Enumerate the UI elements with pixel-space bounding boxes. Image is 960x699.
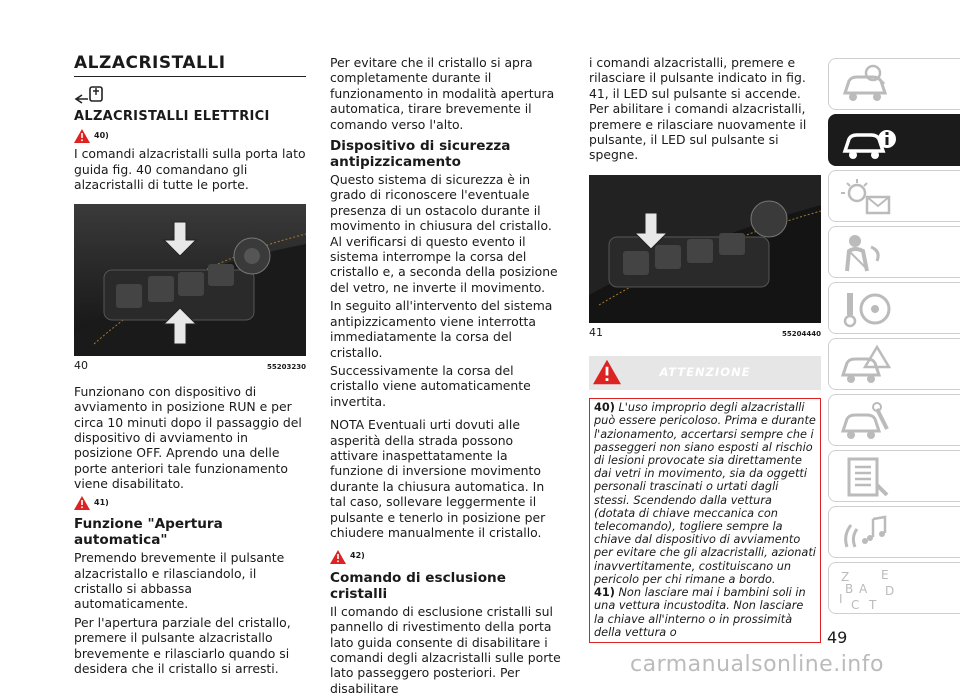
service-wrench-icon	[837, 399, 893, 443]
attention-title: ATTENZIONE	[659, 365, 751, 380]
car-breakdown-icon	[837, 343, 893, 387]
figure-40-photo	[74, 204, 306, 356]
index-letter: D	[885, 584, 895, 598]
page-number: 49	[827, 628, 848, 647]
figure-41-caption	[589, 325, 821, 342]
warning-ref: 42)	[350, 551, 365, 561]
tab-car-dashboard[interactable]	[828, 58, 960, 110]
paragraph: Funzionano con dispositivo di avviamento in posizione RUN e per circa 10 minuti dopo il passaggio del dispositivo di avviamento in posizione OFF. Aprendo una delle porte anteriori tale funzionamento viene disabilitato.	[74, 383, 302, 492]
index-letter: Z	[841, 570, 850, 584]
warning-ref: 41)	[94, 497, 109, 507]
figure-41-photo	[589, 175, 821, 323]
figure-40-caption	[74, 358, 306, 375]
figure-code: 55203230	[267, 363, 306, 372]
paragraph: Per l'apertura parziale del cristallo, premere il pulsante alzacristallo brevemente e rilasciarlo quando si desidera che il cristallo si arresti.	[74, 614, 291, 676]
paragraph: Per evitare che il cristallo si apra completamente durante il funzionamento in modalità apertura automatica, tirare brevemente il comando verso l'alto.	[330, 55, 555, 132]
lights-message-icon	[837, 175, 897, 219]
window-switch-symbol-icon	[74, 85, 306, 103]
tab-maintenance[interactable]	[828, 394, 960, 446]
warning-number: 40)	[594, 401, 615, 415]
paragraph: i comandi alzacristalli, premere e rilasciare il pulsante indicato in fig. 41, il LED sul pulsante si accende. Per abilitare i comandi alzacristalli, premere e rilasciare nuovamente il pulsante, il LED sul pulsante si spegne.	[589, 55, 807, 163]
specs-list-icon	[837, 455, 893, 499]
heading-auto-open: Funzione "Apertura automatica"	[74, 516, 223, 549]
index-letter: T	[869, 598, 877, 612]
paragraph: I comandi alzacristalli sulla porta lato guida fig. 40 comandano gli alzacristalli di tutte le porte.	[74, 146, 306, 193]
index-letter: E	[881, 568, 889, 582]
tab-starting-driving[interactable]	[828, 282, 960, 334]
column-2	[330, 55, 562, 699]
tab-car-info[interactable]	[828, 114, 960, 166]
paragraph: Successivamente la corsa del cristallo viene automaticamente invertita.	[330, 362, 531, 409]
warning-text: L'uso improprio degli alzacristalli può essere pericoloso. Prima e durante l'azionamento, accertarsi sempre che i passeggeri non siano esposti al rischio di lesioni provocate sia direttamente dai vetri in movimento, sia da oggetti personali trascinati o urtati dagli stessi. Scendendo dalla vettura (dotata di chiave meccanica con telecomando), togliere sempre la chiave dal dispositivo di avviamento per evitare che gli alzacristalli, azionati inavvertitamente, costituiscano un pericolo per chi rimane a bordo.	[594, 401, 816, 586]
car-info-icon	[837, 119, 897, 163]
attention-box	[589, 398, 821, 643]
tab-technical-data[interactable]	[828, 450, 960, 502]
column-1	[74, 52, 306, 679]
figure-code: 55204440	[782, 329, 821, 338]
index-letter: A	[859, 582, 868, 596]
multimedia-icon	[837, 511, 893, 555]
seatbelt-airbag-icon	[837, 231, 893, 275]
warning-ref: 40)	[94, 130, 109, 140]
warning-triangle-icon	[330, 550, 346, 564]
car-dashboard-icon	[837, 63, 893, 107]
warning-item	[594, 401, 816, 586]
warning-triangle-icon	[74, 496, 90, 510]
column-3	[589, 55, 821, 643]
tab-safety[interactable]	[828, 226, 960, 278]
index-letter: I	[839, 592, 843, 606]
paragraph-note: NOTA Eventuali urti dovuti alle asperità della strada possono attivare inaspettatamente la funzione di inversione movimento durante la chiusura automatica. In tal caso, sollevare leggermente il pulsante e tenerlo in posizione per chiudere manualmente il cristallo.	[330, 417, 546, 540]
paragraph: Premendo brevemente il pulsante alzacristallo e rilasciandolo, il cristallo si abbassa automaticamente.	[74, 550, 285, 612]
tab-multimedia[interactable]	[828, 506, 960, 558]
warning-ref-row	[74, 495, 306, 510]
index-letter: C	[851, 598, 860, 612]
attention-header	[589, 356, 821, 390]
tab-index[interactable]	[828, 562, 960, 614]
warning-item	[594, 586, 816, 639]
index-letters-icon	[837, 567, 897, 613]
warning-number: 41)	[594, 586, 615, 600]
section-heading-electric: ALZACRISTALLI ELETTRICI	[74, 109, 270, 125]
tab-lights-messages[interactable]	[828, 170, 960, 222]
tab-emergency[interactable]	[828, 338, 960, 390]
heading-anti-pinch: Dispositivo di sicurezza antipizzicamento	[330, 138, 511, 171]
paragraph: Il comando di esclusione cristalli sul pannello di rivestimento della porta lato guida consente di disabilitare i comandi degli alzacristalli sulle porte lato passeggero posteriori. Per disabilitare	[330, 603, 561, 696]
warning-ref-row	[74, 128, 306, 143]
page-title: ALZACRISTALLI	[74, 56, 306, 77]
warning-ref-row	[330, 548, 562, 563]
paragraph: In seguito all'intervento del sistema antipizzicamento viene interrotta immediatamente la corsa del cristallo.	[330, 298, 553, 360]
key-steering-icon	[837, 287, 893, 331]
figure-number: 40	[74, 359, 88, 373]
figure-number: 41	[589, 325, 603, 339]
warning-text: Non lasciare mai i bambini soli in una vettura incustodita. Non lasciare la chiave all'interno o in prossimità della vettura o	[594, 586, 806, 639]
paragraph: Questo sistema di sicurezza è in grado di riconoscere l'eventuale presenza di un ostacolo durante il movimento in chiusura del cristallo. Al verificarsi di questo evento il sistema interrompe la corsa del cristallo e, a seconda della posizione del vetro, ne inverte il movimento.	[330, 172, 558, 295]
heading-window-lockout: Comando di esclusione cristalli	[330, 569, 506, 602]
index-letter: B	[845, 582, 854, 596]
watermark: carmanualsonline.info	[630, 652, 884, 677]
warning-triangle-icon	[74, 129, 90, 143]
